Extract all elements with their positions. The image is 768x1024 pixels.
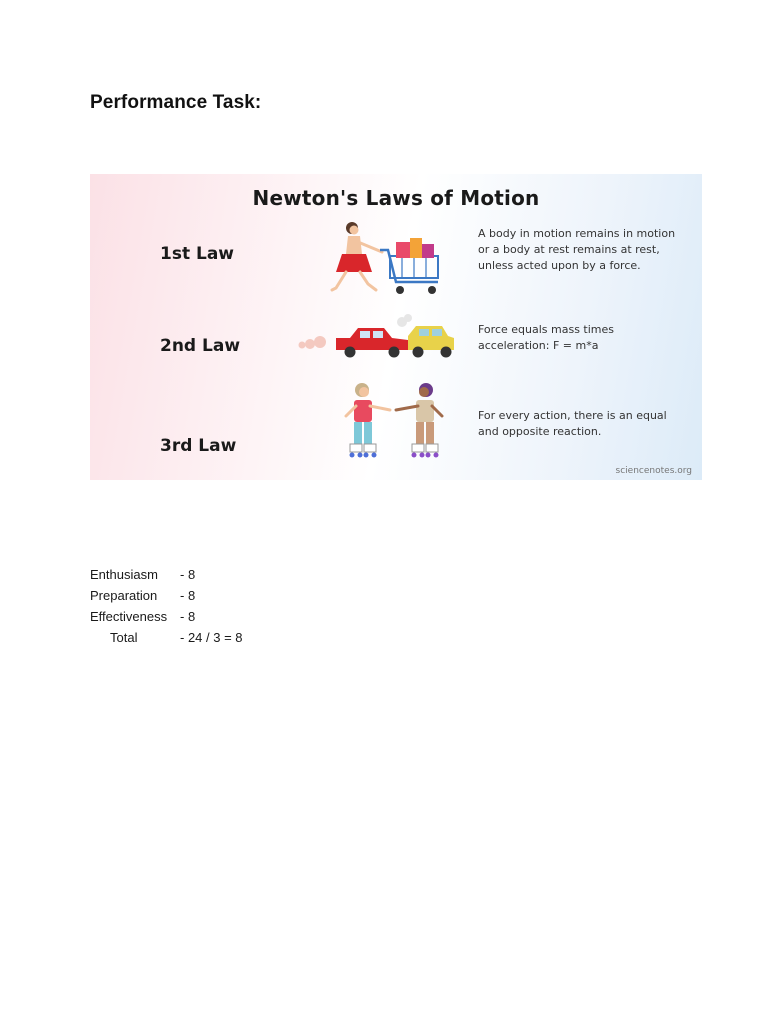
law-description-2: Force equals mass times acceleration: F = m*a	[478, 323, 615, 352]
score-list	[90, 564, 243, 648]
law-label-1: 1st Law	[160, 244, 235, 264]
law-description-1: A body in motion remains in motion or a body at rest remains at rest, unless acted upon by a force.	[478, 227, 676, 272]
car-collision-illustration	[296, 314, 456, 364]
total-label: Total	[110, 630, 138, 645]
score-label: Effectiveness	[90, 609, 168, 624]
score-label: Preparation	[90, 588, 158, 603]
running-woman-shopping-cart-illustration	[330, 218, 460, 300]
page-heading: Performance Task:	[90, 92, 262, 113]
score-label: Enthusiasm	[90, 567, 158, 582]
score-value: - 8	[180, 567, 196, 582]
score-value: - 8	[180, 609, 196, 624]
roller-skaters-pushing-illustration	[338, 380, 454, 466]
total-value: - 24 / 3 = 8	[180, 630, 243, 645]
score-row-effectiveness	[90, 606, 243, 627]
law-label-3: 3rd Law	[160, 436, 237, 456]
score-row-preparation	[90, 585, 243, 606]
source-credit: sciencenotes.org	[615, 466, 692, 476]
law-description-3: For every action, there is an equal and opposite reaction.	[478, 409, 667, 438]
infographic-title: Newton's Laws of Motion	[252, 186, 540, 210]
score-row-enthusiasm	[90, 564, 243, 585]
newtons-laws-infographic	[90, 174, 702, 480]
law-label-2: 2nd Law	[160, 336, 241, 356]
score-value: - 8	[180, 588, 196, 603]
score-row-total	[90, 627, 243, 648]
